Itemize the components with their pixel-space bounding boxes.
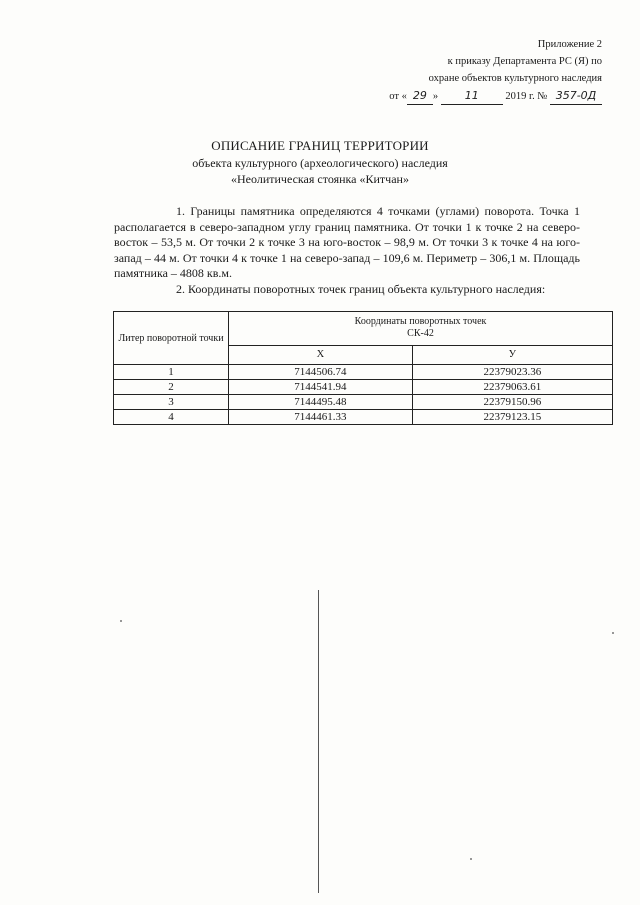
department-name: охране объектов культурного наследия xyxy=(428,73,602,84)
scan-fold-line xyxy=(318,590,319,893)
scan-speck xyxy=(612,632,614,634)
order-month: 11 xyxy=(441,87,503,105)
appendix-label: Приложение 2 xyxy=(537,39,602,50)
y-value: 22379123.15 xyxy=(412,410,612,425)
coordinates-header xyxy=(229,312,613,346)
order-reference: к приказу Департамента РС (Я) по xyxy=(447,56,602,67)
table-row xyxy=(114,395,613,410)
order-date-line xyxy=(389,87,602,105)
x-value: 7144506.74 xyxy=(229,365,413,380)
document-header xyxy=(389,36,602,105)
x-value: 7144495.48 xyxy=(229,395,413,410)
x-value: 7144541.94 xyxy=(229,380,413,395)
coordinates-header-line2: СК-42 xyxy=(407,328,434,340)
table-row xyxy=(114,380,613,395)
scan-speck xyxy=(120,620,122,622)
coordinates-table xyxy=(113,311,613,425)
document-title: ОПИСАНИЕ ГРАНИЦ ТЕРРИТОРИИ xyxy=(211,138,429,153)
y-value: 22379063.61 xyxy=(412,380,612,395)
body-text xyxy=(114,204,580,297)
document-subtitle: объекта культурного (археологического) наследия xyxy=(192,156,448,170)
paragraph-boundaries: 1. Границы памятника определяются 4 точками (углами) поворота. Точка 1 располагается в северо-западном углу границ памятника. От точки 1 к точке 2 на северо- восток – 53,5 м. От точки 2 к точке 3 на юго-восток – 98,9 м. От точки 3 к точке 4 на юго- запад – 44 м. От точки 4 к точке 1 на северо-запад – 109,6 м. Периметр – 306,1 м. Площадь памятника – 4808 кв.м. xyxy=(114,204,580,280)
x-value: 7144461.33 xyxy=(229,410,413,425)
point-number: 4 xyxy=(114,410,229,425)
x-header: X xyxy=(229,345,413,364)
table-row xyxy=(114,365,613,380)
point-number: 1 xyxy=(114,365,229,380)
point-letter-header: Литер поворотной точки xyxy=(114,312,229,365)
y-value: 22379023.36 xyxy=(412,365,612,380)
object-name: «Неолитическая стоянка «Китчан» xyxy=(231,172,409,186)
order-year: 2019 г. № xyxy=(505,91,548,102)
point-number: 3 xyxy=(114,395,229,410)
coordinates-header-line1: Координаты поворотных точек xyxy=(354,316,487,328)
title-block xyxy=(0,137,640,187)
table-row xyxy=(114,410,613,425)
scan-speck xyxy=(470,858,472,860)
order-number: 357-0Д xyxy=(550,87,602,105)
y-header: У xyxy=(412,345,612,364)
paragraph-coordinates: 2. Координаты поворотных точек границ объекта культурного наследия: xyxy=(176,281,546,296)
order-mid: » xyxy=(432,91,439,102)
order-prefix: от « xyxy=(389,91,407,102)
y-value: 22379150.96 xyxy=(412,395,612,410)
order-day: 29 xyxy=(407,87,433,105)
point-number: 2 xyxy=(114,380,229,395)
